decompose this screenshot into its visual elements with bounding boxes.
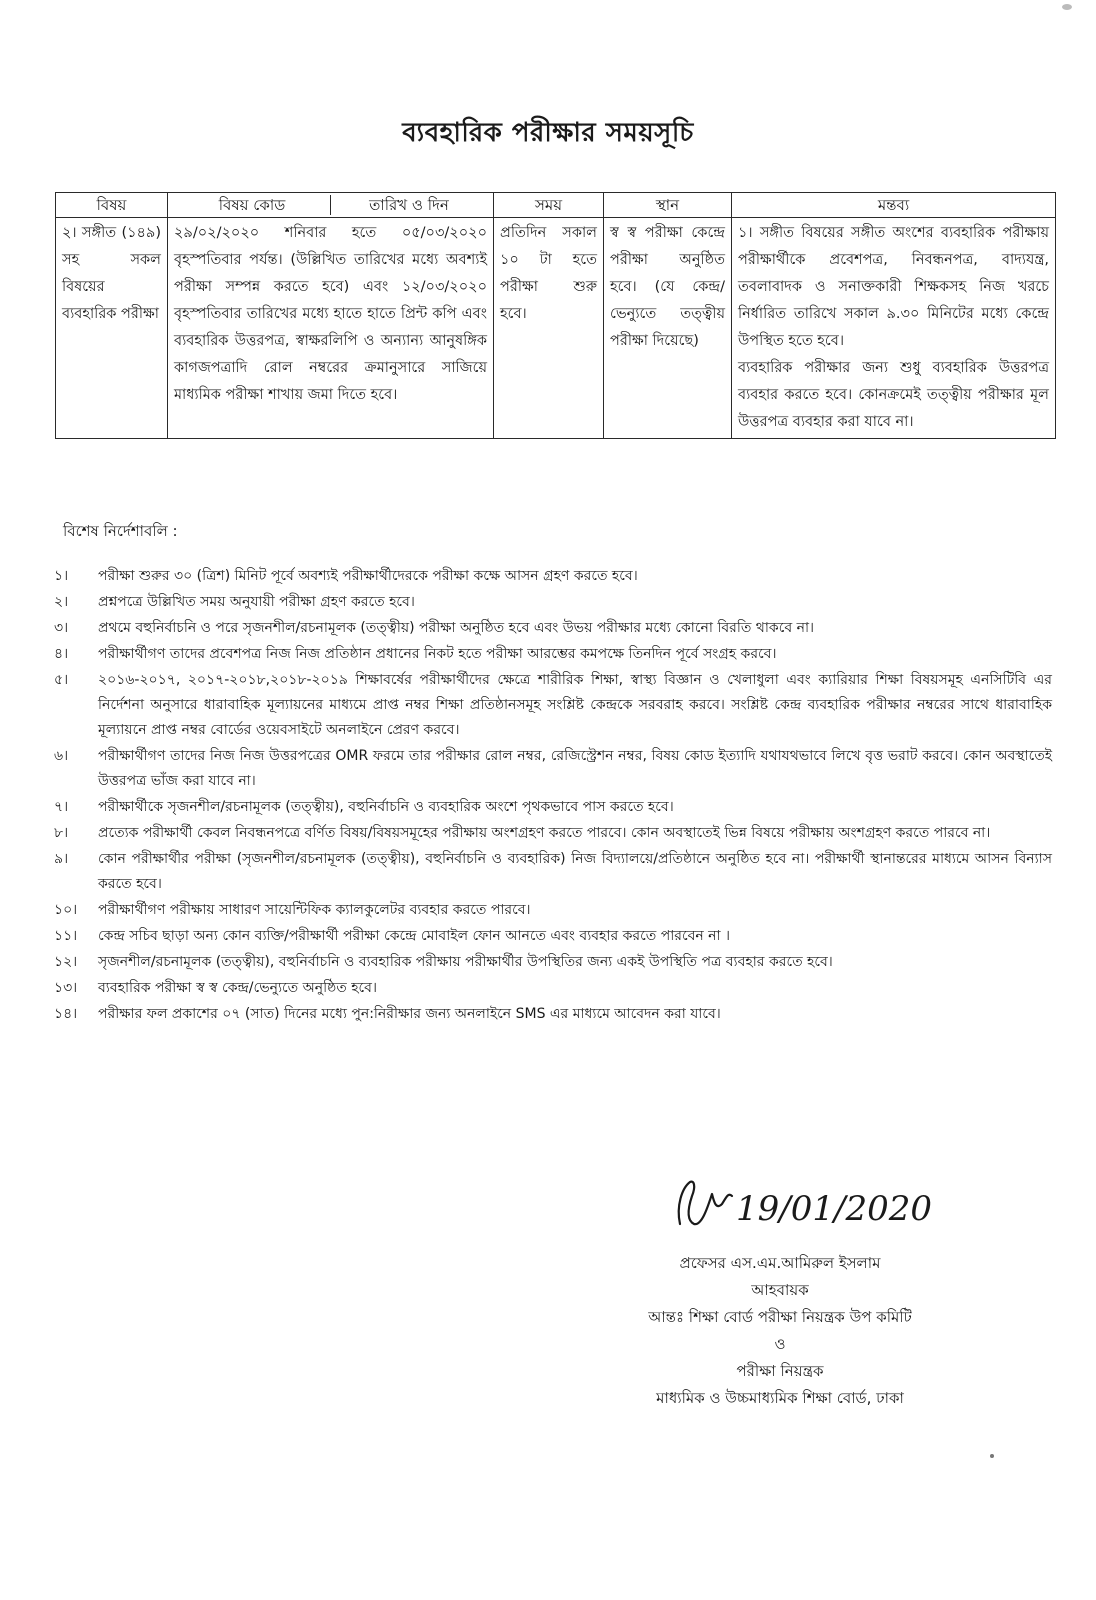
instruction-item — [42, 590, 1052, 615]
instruction-item — [42, 847, 1052, 897]
header-code: বিষয় কোড — [218, 196, 286, 214]
instruction-text: পরীক্ষার্থীগণ পরীক্ষায় সাধারণ সায়েন্টিফিক ক্যালকুলেটর ব্যবহার করতে পারবে। — [98, 902, 531, 918]
instruction-number: ৩। — [54, 620, 69, 636]
instruction-item — [42, 821, 1052, 846]
instruction-number: ৮। — [54, 825, 69, 841]
table-header-row — [56, 193, 1056, 218]
instructions-list — [42, 564, 1052, 1028]
instruction-item — [42, 642, 1052, 667]
table-row — [56, 218, 1056, 439]
instruction-text: প্রত্যেক পরীক্ষার্থী কেবল নিবন্ধনপত্রে বর্ণিত বিষয়/বিষয়সমূহের পরীক্ষায় অংশগ্রহণ করতে পারবে। কোন অবস্থাতেই ভিন্ন বিষয়ে পরীক্ষায় অংশগ্রহণ করতে পারবে না। — [98, 825, 991, 841]
cell-subject: ২। সঙ্গীত (১৪৯) সহ সকল বিষয়ের ব্যবহারিক পরীক্ষা — [56, 218, 168, 439]
instruction-text: পরীক্ষার ফল প্রকাশের ০৭ (সাত) দিনের মধ্যে পুন:নিরীক্ষার জন্য অনলাইনে SMS এর মাধ্যমে আবেদন করা যাবে। — [98, 1006, 721, 1022]
instruction-text: সৃজনশীল/রচনামূলক (তত্ত্বীয়), বহুনির্বাচনি ও ব্যবহারিক পরীক্ষায় পরীক্ষার্থীর উপস্থিতির জন্য একই উপস্থিতি পত্র ব্যবহার করতে হবে। — [98, 954, 833, 970]
signatory-board: মাধ্যমিক ও উচ্চমাধ্যমিক শিক্ষা বোর্ড, ঢাকা — [656, 1389, 904, 1407]
signature-date: 19/01/2020 — [736, 1189, 932, 1229]
cell-remarks — [732, 218, 1056, 439]
instruction-item — [42, 976, 1052, 1001]
instruction-text: পরীক্ষার্থীগণ তাদের নিজ নিজ উত্তরপত্রের OMR ফরমে তার পরীক্ষার রোল নম্বর, রেজিস্ট্রেশন নম্বর, বিষয় কোড ইত্যাদি যথাযথভাবে লিখে বৃত্ত ভরাট করবে। কোন অবস্থাতেই উত্তরপত্র ভাঁজ করা যাবে না। — [98, 748, 1052, 789]
instruction-number: ৫। — [54, 672, 69, 688]
instruction-text: প্রশ্নপত্রে উল্লিখিত সময় অনুযায়ী পরীক্ষা গ্রহণ করতে হবে। — [98, 594, 415, 610]
scan-mark — [1062, 4, 1072, 10]
instruction-item — [42, 668, 1052, 743]
header-date: তারিখ ও দিন — [330, 195, 487, 215]
instruction-number: ৭। — [54, 799, 69, 815]
remarks-para-2: ব্যবহারিক পরীক্ষার জন্য শুধু ব্যবহারিক উত্তরপত্র ব্যবহার করতে হবে। কোনক্রমেই তত্ত্বীয় পরীক্ষার মূল উত্তরপত্র ব্যবহার করা যাবে না। — [738, 360, 1049, 430]
instruction-item — [42, 744, 1052, 794]
instruction-text: ব্যবহারিক পরীক্ষা স্ব স্ব কেন্দ্র/ভেন্যুতে অনুষ্ঠিত হবে। — [98, 980, 377, 996]
page-title: ব্যবহারিক পরীক্ষার সময়সূচি — [402, 118, 694, 148]
signatory-committee: আন্তঃ শিক্ষা বোর্ড পরীক্ষা নিয়ন্ত্রক উপ কমিটি — [648, 1308, 912, 1326]
instruction-number: ১৩। — [54, 980, 78, 996]
instruction-text: প্রথমে বহুনির্বাচনি ও পরে সৃজনশীল/রচনামূলক (তত্ত্বীয়) পরীক্ষা অনুষ্ঠিত হবে এবং উভয় পরীক্ষার মধ্যে কোনো বিরতি থাকবে না। — [98, 620, 815, 636]
instruction-number: ২। — [54, 594, 69, 610]
instruction-item — [42, 616, 1052, 641]
instruction-number: ১২। — [54, 954, 78, 970]
instruction-text: পরীক্ষার্থীকে সৃজনশীল/রচনামূলক (তত্ত্বীয়), বহুনির্বাচনি ও ব্যবহারিক অংশে পৃথকভাবে পাস করতে হবে। — [98, 799, 674, 815]
cell-date: ২৯/০২/২০২০ শনিবার হতে ০৫/০৩/২০২০ বৃহস্পতিবার পর্যন্ত। (উল্লিখিত তারিখের মধ্যে অবশ্যই পরীক্ষা সম্পন্ন করতে হবে) এবং ১২/০৩/২০২০ বৃহস্পতিবার তারিখের মধ্যে হাতে হাতে প্রিন্ট কপি এবং ব্যবহারিক উত্তরপত্র, স্বাক্ষরলিপি ও অন্যান্য আনুষঙ্গিক কাগজপত্রাদি রোল নম্বরের ক্রমানুসারে সাজিয়ে মাধ্যমিক পরীক্ষা শাখায় জমা দিতে হবে। — [168, 218, 494, 439]
cell-place: স্ব স্ব পরীক্ষা কেন্দ্রে পরীক্ষা অনুষ্ঠিত হবে। (যে কেন্দ্র/ভেন্যুতে তত্ত্বীয় পরীক্ষা দিয়েছে) — [604, 218, 732, 439]
instruction-number: ৬। — [54, 748, 69, 764]
signatory-title: পরীক্ষা নিয়ন্ত্রক — [736, 1362, 824, 1380]
header-time: সময় — [494, 193, 604, 218]
instruction-item — [42, 795, 1052, 820]
remarks-para-1: ১। সঙ্গীত বিষয়ের সঙ্গীত অংশের ব্যবহারিক পরীক্ষায় পরীক্ষার্থীকে প্রবেশপত্র, নিবন্ধনপত্র, বাদ্যযন্ত্র, তবলাবাদক ও সনাক্তকারী শিক্ষকসহ নিজ খরচে নির্ধারিত তারিখে সকাল ৯.৩০ মিনিটের মধ্যে কেন্দ্রে উপস্থিত হতে হবে। — [738, 225, 1049, 349]
instruction-text: ২০১৬-২০১৭, ২০১৭-২০১৮,২০১৮-২০১৯ শিক্ষাবর্ষের পরীক্ষার্থীদের ক্ষেত্রে শারীরিক শিক্ষা, স্বাস্থ্য বিজ্ঞান ও খেলাধুলা এবং ক্যারিয়ার শিক্ষা বিষয়সমূহ এনসিটিবি এর নির্দেশনা অনুসারে ধারাবাহিক মূল্যায়নের মাধ্যমে প্রাপ্ত নম্বর শিক্ষা প্রতিষ্ঠানসমূহ সংশ্লিষ্ট কেন্দ্রকে সরবরাহ করবে। সংশ্লিষ্ট কেন্দ্র ব্যবহারিক পরীক্ষার নম্বরের সাথে ধারাবাহিক মূল্যায়নে প্রাপ্ত নম্বর বোর্ডের ওয়েবসাইটে অনলাইনে প্রেরণ করবে। — [98, 672, 1052, 738]
cell-time: প্রতিদিন সকাল ১০ টা হতে পরীক্ষা শুরু হবে। — [494, 218, 604, 439]
instruction-item — [42, 564, 1052, 589]
header-remarks: মন্তব্য — [732, 193, 1056, 218]
instruction-number: ১৪। — [54, 1006, 78, 1022]
signatory-role: আহবায়ক — [751, 1281, 809, 1299]
handwritten-signature — [672, 1176, 952, 1236]
instructions-heading: বিশেষ নির্দেশাবলি : — [63, 522, 178, 540]
instruction-item — [42, 898, 1052, 923]
header-subject: বিষয় — [56, 193, 168, 218]
header-code-date — [168, 193, 494, 218]
instruction-text: পরীক্ষার্থীগণ তাদের প্রবেশপত্র নিজ নিজ প্রতিষ্ঠান প্রধানের নিকট হতে পরীক্ষা আরম্ভের কমপক্ষে তিনদিন পূর্বে সংগ্রহ করবে। — [98, 646, 777, 662]
instruction-number: ১। — [54, 568, 69, 584]
instruction-number: ৯। — [54, 851, 69, 867]
instruction-number: ১০। — [54, 902, 78, 918]
instruction-text: পরীক্ষা শুরুর ৩০ (ত্রিশ) মিনিট পূর্বে অবশ্যই পরীক্ষার্থীদেরকে পরীক্ষা কক্ষে আসন গ্রহণ করতে হবে। — [98, 568, 638, 584]
instruction-item — [42, 1002, 1052, 1027]
signatory-name: প্রফেসর এস.এম.আমিরুল ইসলাম — [679, 1254, 881, 1272]
scan-speck — [990, 1454, 994, 1458]
instruction-item — [42, 924, 1052, 949]
signature-block — [560, 1250, 1000, 1412]
instruction-number: ৪। — [54, 646, 69, 662]
instruction-text: কেন্দ্র সচিব ছাড়া অন্য কোন ব্যক্তি/পরীক্ষার্থী পরীক্ষা কেন্দ্রে মোবাইল ফোন আনতে এবং ব্যবহার করতে পারবেন না । — [98, 928, 731, 944]
signatory-and: ও — [774, 1335, 786, 1353]
header-place: স্থান — [604, 193, 732, 218]
instruction-text: কোন পরীক্ষার্থীর পরীক্ষা (সৃজনশীল/রচনামূলক (তত্ত্বীয়), বহুনির্বাচনি ও ব্যবহারিক) নিজ বিদ্যালয়ে/প্রতিষ্ঠানে অনুষ্ঠিত হবে না। পরীক্ষার্থী স্থানান্তরের মাধ্যমে আসন বিন্যাস করতে হবে। — [98, 851, 1052, 892]
instruction-item — [42, 950, 1052, 975]
schedule-table — [55, 192, 1056, 439]
instruction-number: ১১। — [54, 928, 78, 944]
